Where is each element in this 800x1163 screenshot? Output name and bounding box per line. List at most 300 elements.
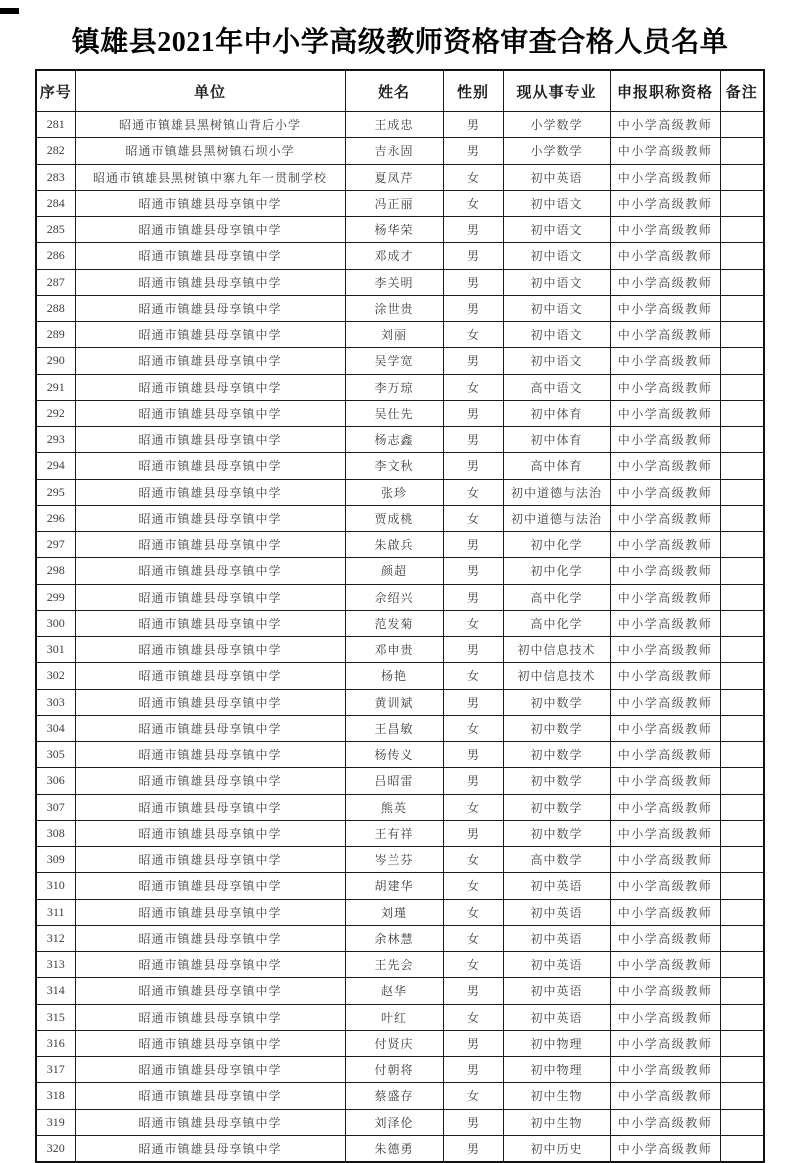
- name-cell: 杨华荣: [345, 217, 443, 243]
- qualification-cell: 中小学高级教师: [610, 112, 720, 138]
- note-cell: [720, 742, 764, 768]
- gender-cell: 女: [443, 715, 503, 741]
- name-cell: 胡建华: [345, 873, 443, 899]
- note-cell: [720, 1004, 764, 1030]
- table-row: [36, 348, 764, 374]
- note-cell: [720, 925, 764, 951]
- gender-cell: 女: [443, 663, 503, 689]
- gender-cell: 女: [443, 322, 503, 348]
- name-cell: 佘绍兴: [345, 584, 443, 610]
- gender-cell: 男: [443, 1030, 503, 1056]
- major-cell: 初中物理: [503, 1030, 610, 1056]
- major-cell: 初中语文: [503, 217, 610, 243]
- note-cell: [720, 558, 764, 584]
- header-gender: 性别: [443, 70, 503, 112]
- name-cell: 邓成才: [345, 243, 443, 269]
- unit-cell: 昭通市镇雄县母享镇中学: [75, 1109, 345, 1135]
- note-cell: [720, 427, 764, 453]
- name-cell: 刘丽: [345, 322, 443, 348]
- serial-cell: 292: [36, 400, 75, 426]
- major-cell: 高中化学: [503, 584, 610, 610]
- major-cell: 初中语文: [503, 348, 610, 374]
- serial-cell: 281: [36, 112, 75, 138]
- serial-cell: 312: [36, 925, 75, 951]
- note-cell: [720, 112, 764, 138]
- unit-cell: 昭通市镇雄县母享镇中学: [75, 847, 345, 873]
- table-row: [36, 768, 764, 794]
- qualification-cell: 中小学高级教师: [610, 190, 720, 216]
- major-cell: 初中语文: [503, 322, 610, 348]
- qualification-cell: 中小学高级教师: [610, 715, 720, 741]
- unit-cell: 昭通市镇雄县母享镇中学: [75, 768, 345, 794]
- unit-cell: 昭通市镇雄县母享镇中学: [75, 217, 345, 243]
- unit-cell: 昭通市镇雄县母享镇中学: [75, 1004, 345, 1030]
- serial-cell: 285: [36, 217, 75, 243]
- qualification-cell: 中小学高级教师: [610, 1109, 720, 1135]
- qualification-cell: 中小学高级教师: [610, 768, 720, 794]
- name-cell: 李万琼: [345, 374, 443, 400]
- unit-cell: 昭通市镇雄县母享镇中学: [75, 715, 345, 741]
- major-cell: 小学数学: [503, 112, 610, 138]
- table-row: [36, 479, 764, 505]
- major-cell: 初中数学: [503, 794, 610, 820]
- note-cell: [720, 348, 764, 374]
- gender-cell: 男: [443, 768, 503, 794]
- major-cell: 高中化学: [503, 610, 610, 636]
- major-cell: 初中英语: [503, 899, 610, 925]
- name-cell: 付朝将: [345, 1057, 443, 1083]
- table-row: [36, 322, 764, 348]
- table-row: [36, 952, 764, 978]
- note-cell: [720, 505, 764, 531]
- gender-cell: 女: [443, 374, 503, 400]
- major-cell: 初中英语: [503, 952, 610, 978]
- gender-cell: 女: [443, 847, 503, 873]
- gender-cell: 男: [443, 1057, 503, 1083]
- major-cell: 初中数学: [503, 689, 610, 715]
- gender-cell: 男: [443, 295, 503, 321]
- qualification-cell: 中小学高级教师: [610, 689, 720, 715]
- note-cell: [720, 715, 764, 741]
- major-cell: 初中数学: [503, 715, 610, 741]
- qualification-cell: 中小学高级教师: [610, 1135, 720, 1162]
- qualification-cell: 中小学高级教师: [610, 584, 720, 610]
- major-cell: 初中历史: [503, 1135, 610, 1162]
- note-cell: [720, 190, 764, 216]
- serial-cell: 289: [36, 322, 75, 348]
- gender-cell: 男: [443, 400, 503, 426]
- note-cell: [720, 794, 764, 820]
- name-cell: 赵华: [345, 978, 443, 1004]
- serial-cell: 288: [36, 295, 75, 321]
- qualification-cell: 中小学高级教师: [610, 427, 720, 453]
- serial-cell: 306: [36, 768, 75, 794]
- gender-cell: 男: [443, 217, 503, 243]
- unit-cell: 昭通市镇雄县母享镇中学: [75, 820, 345, 846]
- table-row: [36, 427, 764, 453]
- serial-cell: 307: [36, 794, 75, 820]
- note-cell: [720, 374, 764, 400]
- major-cell: 初中语文: [503, 190, 610, 216]
- unit-cell: 昭通市镇雄县母享镇中学: [75, 348, 345, 374]
- serial-cell: 298: [36, 558, 75, 584]
- gender-cell: 男: [443, 820, 503, 846]
- note-cell: [720, 820, 764, 846]
- serial-cell: 282: [36, 138, 75, 164]
- gender-cell: 男: [443, 138, 503, 164]
- gender-cell: 女: [443, 479, 503, 505]
- name-cell: 蔡盛存: [345, 1083, 443, 1109]
- gender-cell: 女: [443, 899, 503, 925]
- unit-cell: 昭通市镇雄县母享镇中学: [75, 453, 345, 479]
- unit-cell: 昭通市镇雄县母享镇中学: [75, 978, 345, 1004]
- note-cell: [720, 322, 764, 348]
- note-cell: [720, 873, 764, 899]
- name-cell: 夏凤芹: [345, 164, 443, 190]
- unit-cell: 昭通市镇雄县母享镇中学: [75, 899, 345, 925]
- qualification-cell: 中小学高级教师: [610, 1004, 720, 1030]
- name-cell: 杨志鑫: [345, 427, 443, 453]
- serial-cell: 313: [36, 952, 75, 978]
- table-row: [36, 1057, 764, 1083]
- name-cell: 张珍: [345, 479, 443, 505]
- table-row: [36, 610, 764, 636]
- major-cell: 初中信息技术: [503, 663, 610, 689]
- name-cell: 李文秋: [345, 453, 443, 479]
- header-unit: 单位: [75, 70, 345, 112]
- gender-cell: 女: [443, 952, 503, 978]
- gender-cell: 男: [443, 558, 503, 584]
- gender-cell: 男: [443, 742, 503, 768]
- table-row: [36, 269, 764, 295]
- note-cell: [720, 532, 764, 558]
- name-cell: 颜超: [345, 558, 443, 584]
- serial-cell: 318: [36, 1083, 75, 1109]
- serial-cell: 315: [36, 1004, 75, 1030]
- major-cell: 初中语文: [503, 269, 610, 295]
- qualification-cell: 中小学高级教师: [610, 164, 720, 190]
- table-row: [36, 925, 764, 951]
- major-cell: 初中体育: [503, 400, 610, 426]
- name-cell: 朱德勇: [345, 1135, 443, 1162]
- table-row: [36, 663, 764, 689]
- gender-cell: 男: [443, 243, 503, 269]
- note-cell: [720, 978, 764, 1004]
- unit-cell: 昭通市镇雄县母享镇中学: [75, 532, 345, 558]
- name-cell: 王先会: [345, 952, 443, 978]
- qualification-cell: 中小学高级教师: [610, 479, 720, 505]
- table-row: [36, 820, 764, 846]
- qualification-cell: 中小学高级教师: [610, 899, 720, 925]
- name-cell: 王昌敏: [345, 715, 443, 741]
- qualification-cell: 中小学高级教师: [610, 873, 720, 899]
- name-cell: 邓申贵: [345, 637, 443, 663]
- major-cell: 初中英语: [503, 873, 610, 899]
- table-row: [36, 1004, 764, 1030]
- unit-cell: 昭通市镇雄县黑树镇石坝小学: [75, 138, 345, 164]
- serial-cell: 294: [36, 453, 75, 479]
- qualification-cell: 中小学高级教师: [610, 794, 720, 820]
- unit-cell: 昭通市镇雄县母享镇中学: [75, 689, 345, 715]
- name-cell: 刘泽伦: [345, 1109, 443, 1135]
- header-name: 姓名: [345, 70, 443, 112]
- table-header-row: [36, 70, 764, 112]
- qualification-cell: 中小学高级教师: [610, 558, 720, 584]
- gender-cell: 女: [443, 1083, 503, 1109]
- name-cell: 付贤庆: [345, 1030, 443, 1056]
- table-row: [36, 374, 764, 400]
- unit-cell: 昭通市镇雄县母享镇中学: [75, 742, 345, 768]
- serial-cell: 311: [36, 899, 75, 925]
- name-cell: 刘瑾: [345, 899, 443, 925]
- table-row: [36, 1135, 764, 1162]
- major-cell: 初中信息技术: [503, 637, 610, 663]
- unit-cell: 昭通市镇雄县母享镇中学: [75, 1135, 345, 1162]
- qualification-cell: 中小学高级教师: [610, 663, 720, 689]
- table-row: [36, 558, 764, 584]
- note-cell: [720, 1057, 764, 1083]
- name-cell: 王成忠: [345, 112, 443, 138]
- unit-cell: 昭通市镇雄县母享镇中学: [75, 243, 345, 269]
- major-cell: 初中英语: [503, 978, 610, 1004]
- unit-cell: 昭通市镇雄县母享镇中学: [75, 663, 345, 689]
- note-cell: [720, 663, 764, 689]
- major-cell: 初中语文: [503, 295, 610, 321]
- header-major: 现从事专业: [503, 70, 610, 112]
- gender-cell: 男: [443, 348, 503, 374]
- name-cell: 范发菊: [345, 610, 443, 636]
- gender-cell: 女: [443, 873, 503, 899]
- table-row: [36, 1109, 764, 1135]
- qualification-cell: 中小学高级教师: [610, 610, 720, 636]
- qualification-cell: 中小学高级教师: [610, 322, 720, 348]
- unit-cell: 昭通市镇雄县母享镇中学: [75, 269, 345, 295]
- serial-cell: 304: [36, 715, 75, 741]
- gender-cell: 男: [443, 427, 503, 453]
- unit-cell: 昭通市镇雄县母享镇中学: [75, 873, 345, 899]
- table-row: [36, 637, 764, 663]
- qualification-cell: 中小学高级教师: [610, 925, 720, 951]
- note-cell: [720, 217, 764, 243]
- note-cell: [720, 243, 764, 269]
- note-cell: [720, 584, 764, 610]
- qualification-cell: 中小学高级教师: [610, 217, 720, 243]
- major-cell: 高中语文: [503, 374, 610, 400]
- gender-cell: 女: [443, 794, 503, 820]
- name-cell: 熊英: [345, 794, 443, 820]
- table-row: [36, 584, 764, 610]
- note-cell: [720, 479, 764, 505]
- gender-cell: 男: [443, 453, 503, 479]
- qualification-cell: 中小学高级教师: [610, 1030, 720, 1056]
- unit-cell: 昭通市镇雄县母享镇中学: [75, 427, 345, 453]
- gender-cell: 男: [443, 1135, 503, 1162]
- gender-cell: 男: [443, 112, 503, 138]
- unit-cell: 昭通市镇雄县母享镇中学: [75, 952, 345, 978]
- unit-cell: 昭通市镇雄县母享镇中学: [75, 1030, 345, 1056]
- table-row: [36, 742, 764, 768]
- name-cell: 吕昭雷: [345, 768, 443, 794]
- teacher-roster-table: [35, 69, 765, 1163]
- gender-cell: 男: [443, 1109, 503, 1135]
- unit-cell: 昭通市镇雄县母享镇中学: [75, 505, 345, 531]
- major-cell: 初中生物: [503, 1109, 610, 1135]
- note-cell: [720, 1030, 764, 1056]
- note-cell: [720, 400, 764, 426]
- table-row: [36, 112, 764, 138]
- name-cell: 贾成桃: [345, 505, 443, 531]
- unit-cell: 昭通市镇雄县母享镇中学: [75, 479, 345, 505]
- note-cell: [720, 164, 764, 190]
- qualification-cell: 中小学高级教师: [610, 243, 720, 269]
- serial-cell: 291: [36, 374, 75, 400]
- gender-cell: 男: [443, 689, 503, 715]
- unit-cell: 昭通市镇雄县黑树镇山背后小学: [75, 112, 345, 138]
- major-cell: 初中物理: [503, 1057, 610, 1083]
- table-row: [36, 217, 764, 243]
- note-cell: [720, 768, 764, 794]
- qualification-cell: 中小学高级教师: [610, 978, 720, 1004]
- unit-cell: 昭通市镇雄县母享镇中学: [75, 637, 345, 663]
- serial-cell: 308: [36, 820, 75, 846]
- serial-cell: 305: [36, 742, 75, 768]
- unit-cell: 昭通市镇雄县母享镇中学: [75, 400, 345, 426]
- name-cell: 余林慧: [345, 925, 443, 951]
- qualification-cell: 中小学高级教师: [610, 952, 720, 978]
- unit-cell: 昭通市镇雄县母享镇中学: [75, 1057, 345, 1083]
- header-note: 备注: [720, 70, 764, 112]
- serial-cell: 302: [36, 663, 75, 689]
- unit-cell: 昭通市镇雄县母享镇中学: [75, 558, 345, 584]
- qualification-cell: 中小学高级教师: [610, 400, 720, 426]
- major-cell: 初中语文: [503, 243, 610, 269]
- major-cell: 初中道德与法治: [503, 505, 610, 531]
- major-cell: 初中道德与法治: [503, 479, 610, 505]
- table-row: [36, 715, 764, 741]
- major-cell: 初中数学: [503, 820, 610, 846]
- gender-cell: 男: [443, 532, 503, 558]
- note-cell: [720, 453, 764, 479]
- serial-cell: 301: [36, 637, 75, 663]
- note-cell: [720, 952, 764, 978]
- serial-cell: 316: [36, 1030, 75, 1056]
- major-cell: 初中英语: [503, 164, 610, 190]
- qualification-cell: 中小学高级教师: [610, 637, 720, 663]
- note-cell: [720, 138, 764, 164]
- name-cell: 朱啟兵: [345, 532, 443, 558]
- table-row: [36, 978, 764, 1004]
- serial-cell: 299: [36, 584, 75, 610]
- table-row: [36, 453, 764, 479]
- gender-cell: 女: [443, 1004, 503, 1030]
- qualification-cell: 中小学高级教师: [610, 820, 720, 846]
- serial-cell: 309: [36, 847, 75, 873]
- header-serial: 序号: [36, 70, 75, 112]
- gender-cell: 女: [443, 505, 503, 531]
- serial-cell: 295: [36, 479, 75, 505]
- serial-cell: 310: [36, 873, 75, 899]
- scan-artifact-mark: [0, 8, 19, 14]
- major-cell: 初中生物: [503, 1083, 610, 1109]
- unit-cell: 昭通市镇雄县母享镇中学: [75, 584, 345, 610]
- gender-cell: 女: [443, 925, 503, 951]
- name-cell: 吉永固: [345, 138, 443, 164]
- major-cell: 小学数学: [503, 138, 610, 164]
- major-cell: 高中数学: [503, 847, 610, 873]
- major-cell: 初中数学: [503, 742, 610, 768]
- qualification-cell: 中小学高级教师: [610, 505, 720, 531]
- name-cell: 涂世贵: [345, 295, 443, 321]
- serial-cell: 296: [36, 505, 75, 531]
- serial-cell: 303: [36, 689, 75, 715]
- major-cell: 初中英语: [503, 1004, 610, 1030]
- unit-cell: 昭通市镇雄县母享镇中学: [75, 610, 345, 636]
- serial-cell: 284: [36, 190, 75, 216]
- serial-cell: 319: [36, 1109, 75, 1135]
- name-cell: 岑兰芬: [345, 847, 443, 873]
- page-title: 镇雄县2021年中小学高级教师资格审查合格人员名单: [71, 27, 729, 58]
- gender-cell: 男: [443, 584, 503, 610]
- serial-cell: 300: [36, 610, 75, 636]
- gender-cell: 男: [443, 269, 503, 295]
- qualification-cell: 中小学高级教师: [610, 847, 720, 873]
- table-row: [36, 847, 764, 873]
- qualification-cell: 中小学高级教师: [610, 453, 720, 479]
- qualification-cell: 中小学高级教师: [610, 1057, 720, 1083]
- table-row: [36, 1030, 764, 1056]
- gender-cell: 男: [443, 637, 503, 663]
- name-cell: 冯正丽: [345, 190, 443, 216]
- unit-cell: 昭通市镇雄县母享镇中学: [75, 374, 345, 400]
- serial-cell: 286: [36, 243, 75, 269]
- unit-cell: 昭通市镇雄县母享镇中学: [75, 1083, 345, 1109]
- name-cell: 吴学宽: [345, 348, 443, 374]
- serial-cell: 283: [36, 164, 75, 190]
- unit-cell: 昭通市镇雄县母享镇中学: [75, 322, 345, 348]
- name-cell: 吴仕先: [345, 400, 443, 426]
- table-row: [36, 1083, 764, 1109]
- name-cell: 黄训斌: [345, 689, 443, 715]
- qualification-cell: 中小学高级教师: [610, 269, 720, 295]
- serial-cell: 290: [36, 348, 75, 374]
- table-row: [36, 873, 764, 899]
- qualification-cell: 中小学高级教师: [610, 1083, 720, 1109]
- table-row: [36, 689, 764, 715]
- note-cell: [720, 610, 764, 636]
- table-row: [36, 899, 764, 925]
- gender-cell: 男: [443, 978, 503, 1004]
- gender-cell: 女: [443, 164, 503, 190]
- table-row: [36, 243, 764, 269]
- note-cell: [720, 847, 764, 873]
- serial-cell: 320: [36, 1135, 75, 1162]
- major-cell: 初中体育: [503, 427, 610, 453]
- unit-cell: 昭通市镇雄县母享镇中学: [75, 794, 345, 820]
- gender-cell: 女: [443, 190, 503, 216]
- table-row: [36, 164, 764, 190]
- table-row: [36, 138, 764, 164]
- note-cell: [720, 637, 764, 663]
- note-cell: [720, 899, 764, 925]
- serial-cell: 314: [36, 978, 75, 1004]
- major-cell: 初中数学: [503, 768, 610, 794]
- unit-cell: 昭通市镇雄县黑树镇中寨九年一贯制学校: [75, 164, 345, 190]
- note-cell: [720, 295, 764, 321]
- qualification-cell: 中小学高级教师: [610, 295, 720, 321]
- qualification-cell: 中小学高级教师: [610, 742, 720, 768]
- table-row: [36, 295, 764, 321]
- name-cell: 叶红: [345, 1004, 443, 1030]
